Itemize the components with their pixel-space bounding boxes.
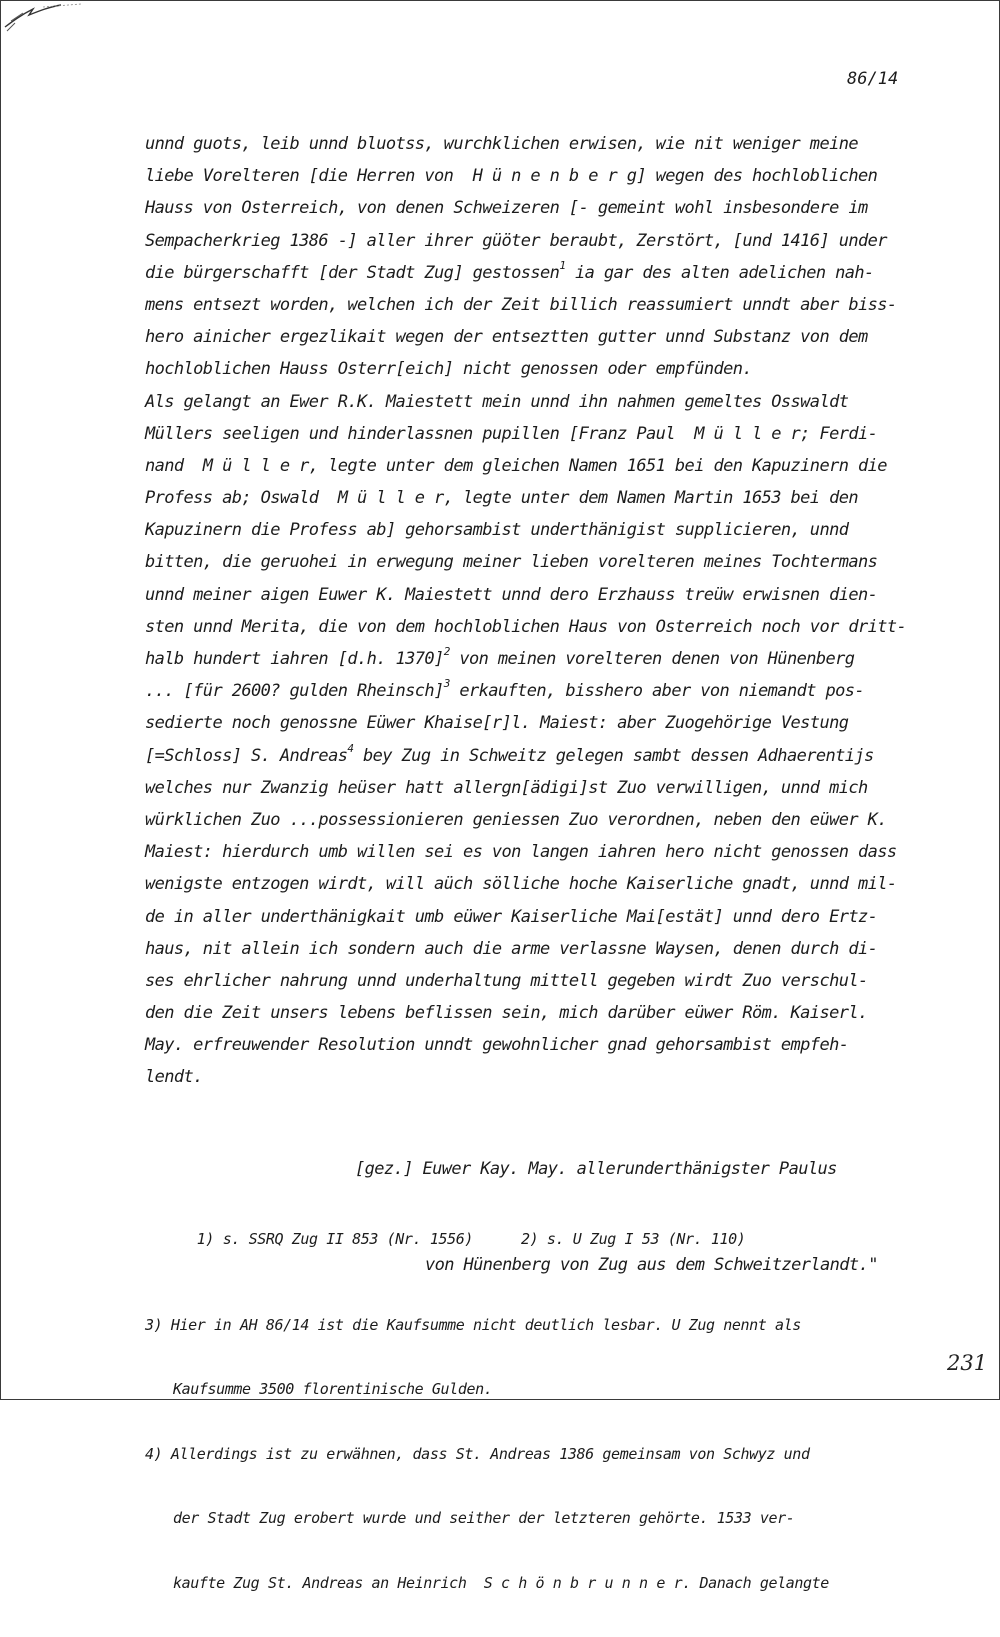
text-line: nand M ü l l e r, legte unter dem gleichen Namen 1651 bei den Kapuzinern die	[145, 455, 887, 476]
text-segment: [=Schloss] S. Andreas	[145, 745, 348, 766]
footnote-marker: 4	[347, 741, 354, 755]
footnote-4: 4) Allerdings ist zu erwähnen, dass St. Andreas 1386 gemeinsam von Schwyz und	[145, 1444, 810, 1463]
text-line: haus, nit allein ich sondern auch die arme verlassne Waysen, denen durch di-	[145, 938, 878, 959]
scan-corner-mark	[3, 3, 83, 33]
footnotes	[145, 1164, 945, 1637]
text-line: sedierte noch genossne Eüwer Khaise[r]l. Maiest: aber Zuogehörige Vestung	[145, 713, 849, 734]
footnote-2: 2) s. U Zug I 53 (Nr. 110)	[520, 1229, 746, 1248]
text-line: bitten, die geruohei in erwegung meiner lieben vorelteren meines Tochtermans	[145, 552, 878, 573]
text-segment: die bürgerschafft [der Stadt Zug] gestossen	[145, 262, 560, 283]
handwritten-folio-number: 231	[947, 1351, 988, 1375]
text-segment: halb hundert iahren [d.h. 1370]	[145, 649, 444, 669]
text-line: mens entsezt worden, welchen ich der Zeit billich reassumiert unndt aber biss-	[145, 294, 897, 315]
text-line: Maiest: hierdurch umb willen sei es von langen iahren hero nicht genossen dass	[145, 842, 897, 863]
text-line: unnd guots, leib unnd bluotss, wurchklichen erwisen, wie nit weniger meine	[145, 134, 858, 154]
text-line: den die Zeit unsers lebens beflissen sein, mich darüber eüwer Röm. Kaiserl.	[145, 1003, 868, 1024]
text-segment: von meinen vorelteren denen von Hünenberg	[449, 649, 855, 669]
text-line	[145, 257, 940, 289]
text-line	[145, 675, 940, 707]
text-line: liebe Vorelteren [die Herren von H ü n e n b e r g] wegen des hochloblichen	[145, 166, 878, 187]
footnote-1: 1) s. SSRQ Zug II 853 (Nr. 1556)	[196, 1229, 473, 1248]
footnote-marker: 1	[559, 258, 566, 272]
footnote-3: 3) Hier in AH 86/14 ist die Kaufsumme nicht deutlich lesbar. U Zug nennt als	[145, 1315, 801, 1334]
page-number: 86/14	[847, 69, 899, 89]
text-line	[145, 643, 940, 675]
text-line: wenigste entzogen wirdt, will aüch sölliche hoche Kaiserliche gnadt, unnd mil-	[145, 874, 897, 895]
text-line: Kapuzinern die Profess ab] gehorsambist underthänigist supplicieren, unnd	[145, 520, 849, 541]
text-line: hochloblichen Hauss Osterr[eich] nicht genossen oder empfünden.	[145, 359, 752, 380]
text-segment: erkauften, bisshero aber von niemandt pos-	[449, 681, 865, 702]
text-segment: ia gar des alten adelichen nah-	[565, 262, 874, 283]
signature-line: von Hünenberg von Zug aus dem Schweitzerlandt."	[425, 1255, 878, 1275]
text-line: hero ainicher ergezlikait wegen der entseztten gutter unnd Substanz von dem	[145, 327, 868, 348]
text-line: sten unnd Merita, die von dem hochloblichen Haus von Osterreich noch vor dritt-	[145, 616, 907, 637]
footnote-row	[145, 1207, 945, 1272]
body-text	[145, 128, 940, 1094]
text-line: welches nur Zwanzig heüser hatt allergn[ädigi]st Zuo verwilligen, unnd mich	[145, 777, 868, 798]
footnote-4-continuation: der Stadt Zug erobert wurde und seither der letzteren gehörte. 1533 ver-	[173, 1509, 795, 1527]
text-segment: ... [für 2600? gulden Rheinsch]	[145, 681, 444, 702]
signature-line: [gez.] Euwer Kay. May. allerunderthänigster Paulus	[355, 1159, 837, 1179]
text-line: Hauss von Osterreich, von denen Schweizeren [- gemeint wohl insbesondere im	[145, 198, 868, 219]
text-line: Sempacherkrieg 1386 -] aller ihrer güöter beraubt, Zerstört, [und 1416] under	[145, 230, 887, 251]
footnote-marker: 2	[443, 645, 450, 658]
text-line: Als gelangt an Ewer R.K. Maiestett mein unnd ihn nahmen gemeltes Osswaldt	[145, 391, 849, 412]
text-line: Profess ab; Oswald M ü l l e r, legte unter dem Namen Martin 1653 bei den	[145, 488, 858, 509]
footnote-3-continuation: Kaufsumme 3500 florentinische Gulden.	[173, 1380, 493, 1398]
text-line: de in aller underthänigkait umb eüwer Kaiserliche Mai[estät] unnd dero Ertz-	[145, 906, 878, 927]
text-line: unnd meiner aigen Euwer K. Maiestett unnd dero Erzhauss treüw erwisnen dien-	[145, 584, 878, 605]
text-line	[145, 740, 940, 772]
text-line: May. erfreuwender Resolution unndt gewohnlicher gnad gehorsambist empfeh-	[145, 1035, 849, 1056]
text-line: lendt.	[145, 1067, 203, 1088]
footnote-4-continuation: kaufte Zug St. Andreas an Heinrich S c h ö n b r u n n e r. Danach gelangte	[173, 1573, 829, 1592]
text-segment: bey Zug in Schweitz gelegen sambt dessen Adhaerentijs	[353, 745, 874, 766]
text-line: ses ehrlicher nahrung unnd underhaltung mittell gegeben wirdt Zuo verschul-	[145, 970, 868, 991]
text-line: Müllers seeligen und hinderlassnen pupillen [Franz Paul M ü l l e r; Ferdi-	[145, 423, 878, 444]
text-line: würklichen Zuo ...possessionieren geniessen Zuo verordnen, neben den eüwer K.	[145, 809, 887, 830]
footnote-marker: 3	[443, 677, 450, 691]
